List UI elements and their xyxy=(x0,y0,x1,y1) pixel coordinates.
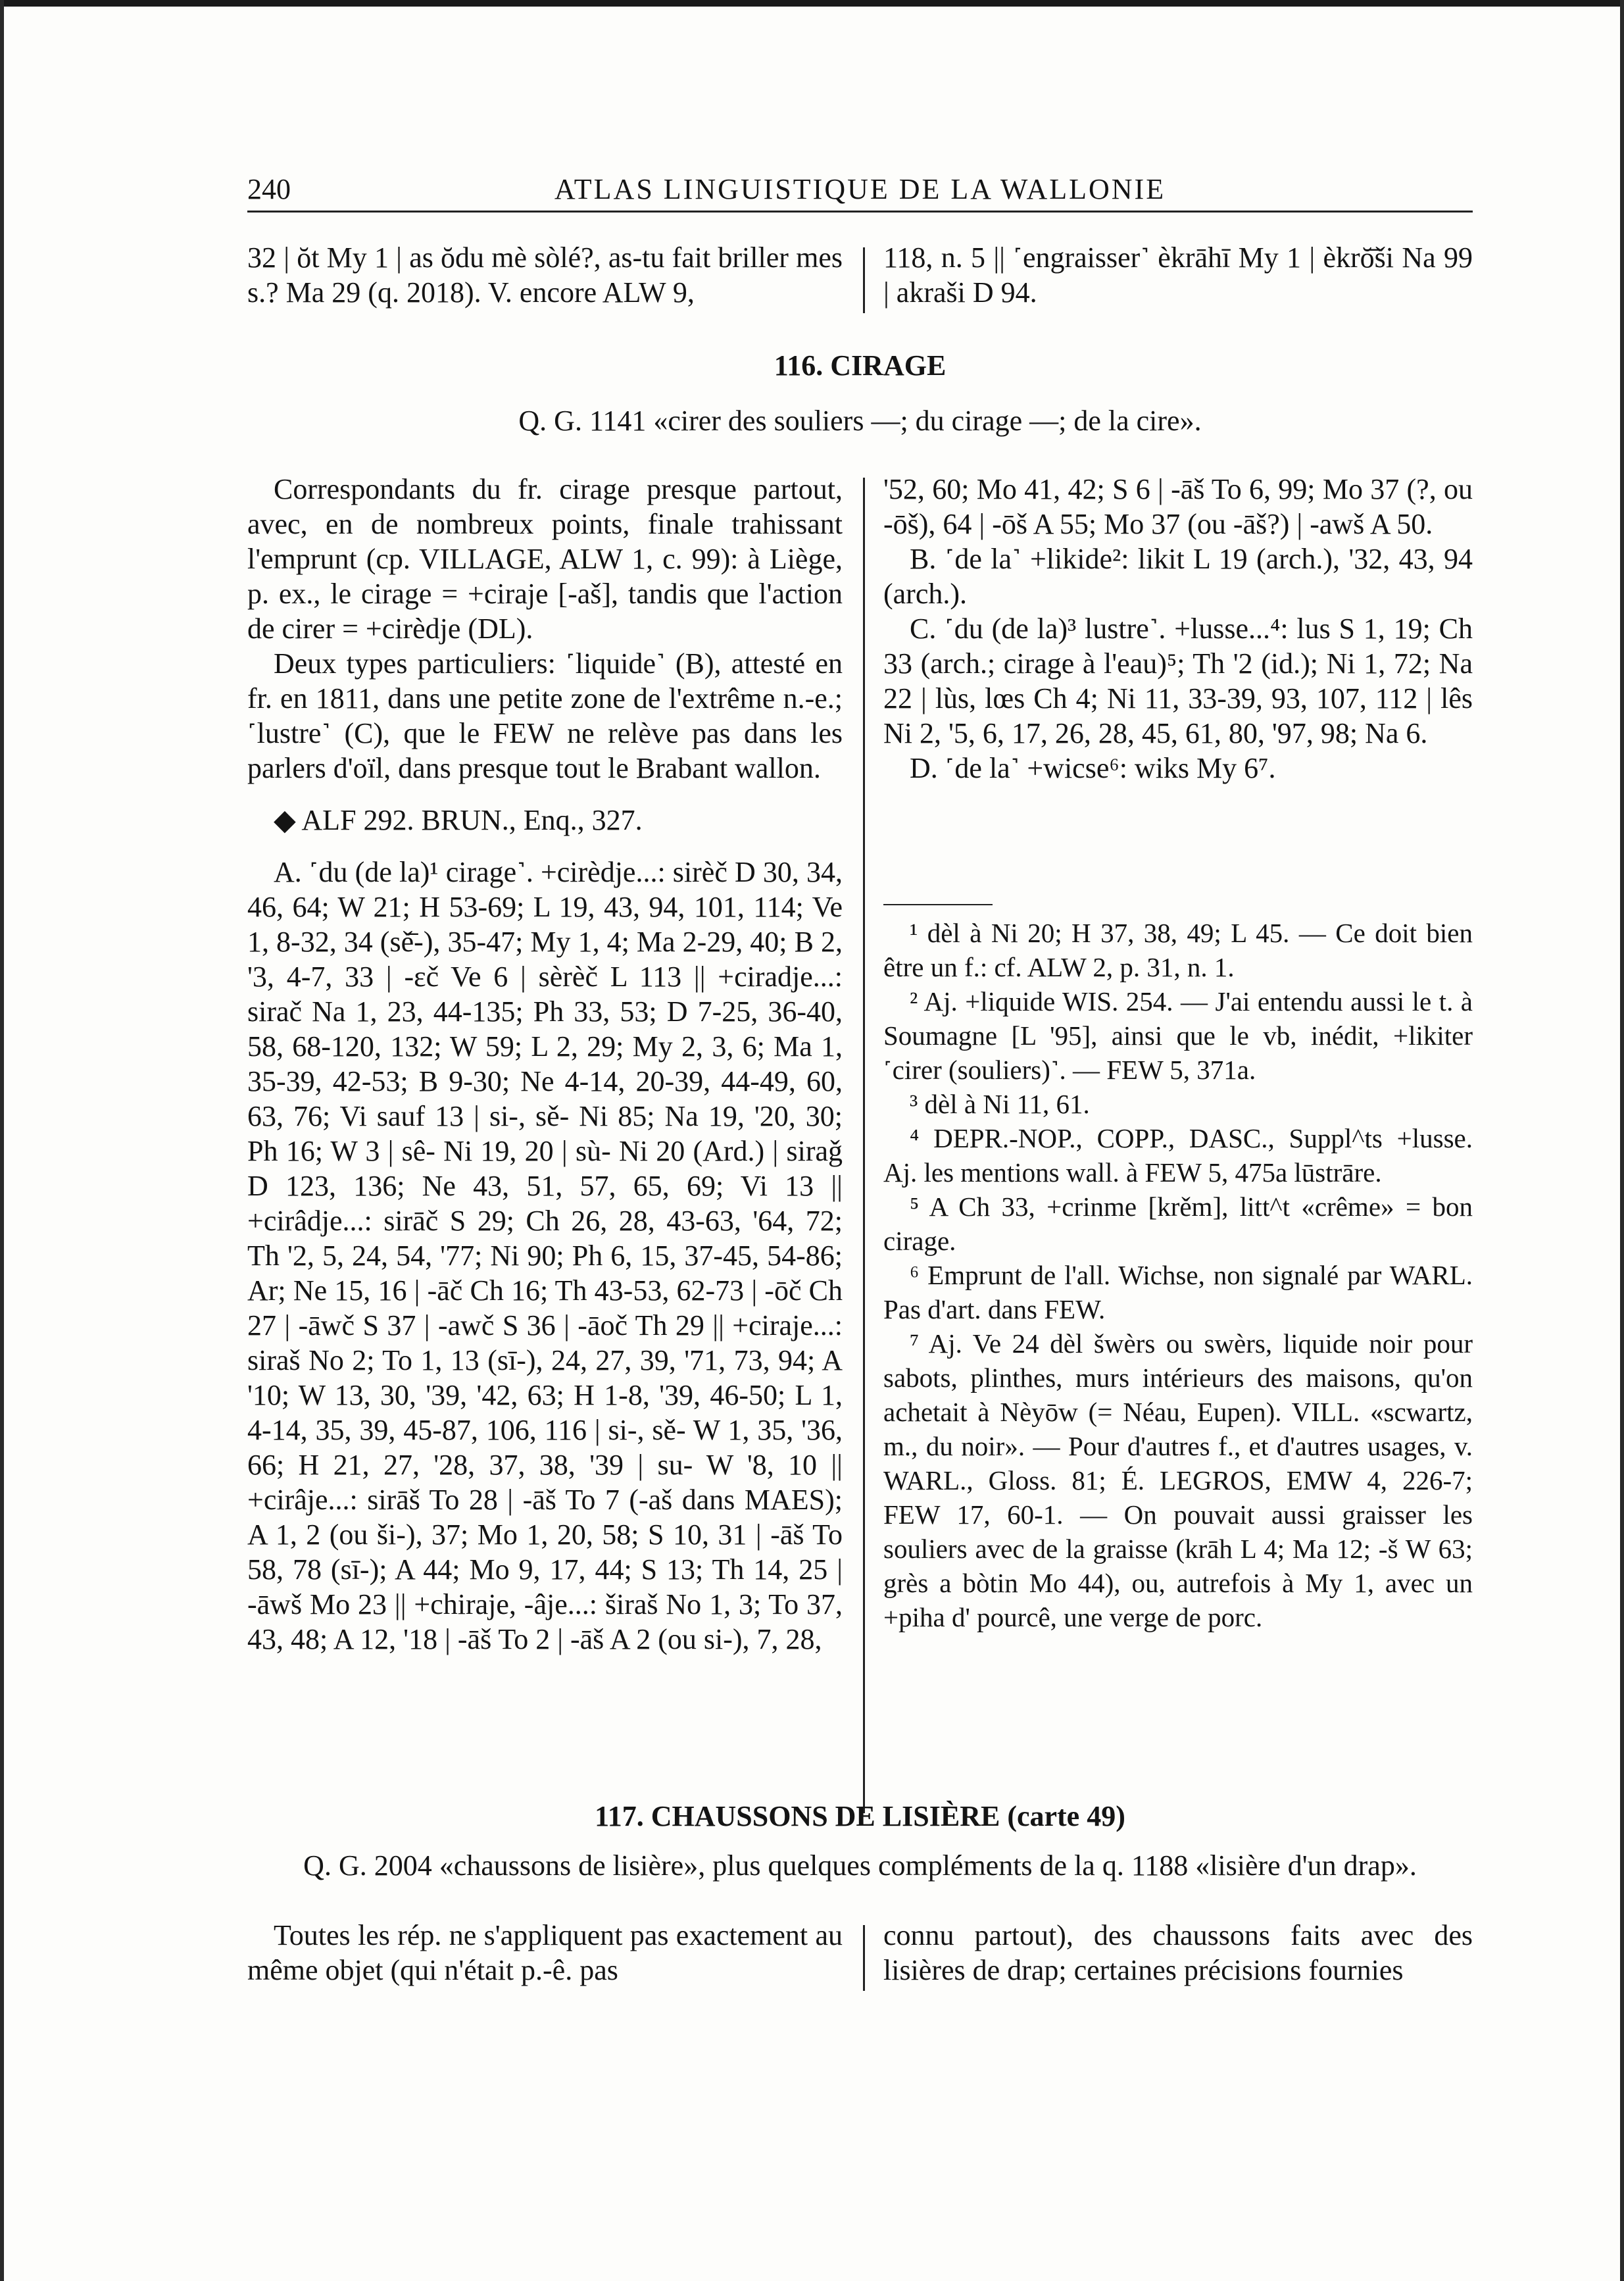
section-117-question: Q. G. 2004 «chaussons de lisière», plus quelques compléments de la q. 1188 «lisière d'un drap». xyxy=(303,1849,1417,1882)
footnote-1: ¹ dèl à Ni 20; H 37, 38, 49; L 45. — Ce doit bien être un f.: cf. ALW 2, p. 31, n. 1. xyxy=(883,918,1473,982)
column-divider xyxy=(863,478,865,1813)
section-116-question: Q. G. 1141 «cirer des souliers —; du cirage —; de la cire». xyxy=(518,405,1202,437)
paragraph-type-d: D. ˹de la˺ +wicse⁶: wiks My 6⁷. xyxy=(910,752,1276,784)
section-117-right-column xyxy=(883,1918,1473,1988)
paragraph-type-b: B. ˹de la˺ +likide²: likit L 19 (arch.), '32, 43, 94 (arch.). xyxy=(883,543,1473,610)
footnote-7: ⁷ Aj. Ve 24 dèl šwèrs ou swèrs, liquide noir pour sabots, plinthes, murs intérieurs des maisons, qu'on achetait à Nèyōw (= Néau, Eupen). VILL. «scwartz, m., du noir». — Pour d'autres f., et d'autres usages, v. WARL., Gloss. 81; É. LEGROS, EMW 4, 226-7; FEW 17, 60-1. — On pouvait aussi graisser les souliers avec de la graisse (krāh L 4; Ma 12; -š W 63; grès a bòtin Mo 44), ou, autrefois à My 1, avec un +piha d' pourcê, une verge de porc. xyxy=(883,1328,1473,1632)
section-117-left-text: Toutes les rép. ne s'appliquent pas exactement au même objet (qui n'était p.-ê. pas xyxy=(247,1919,843,1986)
footnote-2: ² Aj. +liquide WIS. 254. — J'ai entendu aussi le t. à Soumagne [L '95], ainsi que le vb, inédit, +likiter ˹cirer (souliers)˺. — FEW 5, 371a. xyxy=(883,986,1473,1085)
continuation-left xyxy=(247,240,843,310)
continuation-left-text: 32 | ŏt My 1 | as ŏdu mè sòlé?, as-tu fait briller mes s.? Ma 29 (q. 2018). V. encore ALW 9, xyxy=(247,241,843,309)
footnote-4: ⁴ DEPR.-NOP., COPP., DASC., Suppl^ts +lusse. Aj. les mentions wall. à FEW 5, 475a lūstrāre. xyxy=(883,1123,1473,1188)
section-117-heading: 117. CHAUSSONS DE LISIÈRE (carte 49) xyxy=(595,1800,1125,1832)
continuation-right-text: 118, n. 5 || ˹engraisser˺ èkrāhī My 1 | èkrŏ̄ši Na 99 | akraši D 94. xyxy=(883,241,1473,309)
paragraph-type-a: A. ˹du (de la)¹ cirage˺. +cirèdje...: sirèč D 30, 34, 46, 64; W 21; H 53-69; L 19, 43, 94, 101, 114; Ve 1, 8-32, 34 (sě̄-), 35-47; My 1, 4; Ma 2-29, 40; B 2, '3, 4-7, 33 | -ɛč Ve 6 | sèrèč L 113 || +ciradje...: sirač Na 1, 23, 44-135; Ph 33, 53; D 7-25, 36-40, 58, 68-120, 132; W 59; L 2, 29; My 2, 3, 6; Ma 1, 35-39, 42-53; B 9-30; Ne 4-14, 20-39, 44-49, 60, 63, 76; Vi sauf 13 | si-, sě- Ni 85; Na 19, '20, 30; Ph 16; W 3 | sê- Ni 19, 20 | sù- Ni 20 (Ard.) | siraǧ D 123, 136; Ne 43, 51, 57, 65, 69; Vi 13 || +cirâdje...: sirāč S 29; Ch 26, 28, 43-63, '64, 72; Th '2, 5, 24, 54, '77; Ni 90; Ph 6, 15, 37-45, 54-86; Ar; Ne 15, 16 | -āč Ch 16; Th 43-53, 62-73 | -ōč Ch 27 | -āwč S 37 | -awč S 36 | -āoč Th 29 || +ciraje...: siraš No 2; To 1, 13 (sī-), 24, 27, 39, '71, 73, 94; A '10; W 13, 30, '39, '42, 63; H 1-8, '39, 46-50; L 1, 4-14, 35, 39, 45-87, 106, 116 | si-, sě- W 1, 35, '36, 66; H 21, 27, '28, 37, 38, '39 | su- W '8, 10 || +cirâje...: sirāš To 28 | -āš To 7 (-aš dans MAES); A 1, 2 (ou ši-), 37; Mo 1, 20, 58; S 10, 31 | -āš To 58, 78 (sī-); A 44; Mo 9, 17, 44; S 13; Th 14, 25 | -āwš Mo 23 || +chiraje, -âje...: širaš No 1, 3; To 37, 43, 48; A 12, '18 | -āš To 2 | -āš A 2 (ou si-), 7, 28, xyxy=(247,856,843,1655)
scan-top-edge xyxy=(0,0,1624,7)
section-116-heading: 116. CIRAGE xyxy=(774,349,947,382)
column-divider xyxy=(863,247,865,313)
paragraph-types: Deux types particuliers: ˹liquide˺ (B), attesté en fr. en 1811, dans une petite zone de l'extrême n.-e.; ˹lustre˺ (C), que le FEW ne relève pas dans les parlers d'oïl, dans presque tout le Brabant wallon. xyxy=(247,647,843,784)
page-header xyxy=(247,172,1473,207)
paragraph-type-a-continued: '52, 60; Mo 41, 42; S 6 | -āš To 6, 99; Mo 37 (?, ou -ōš), 64 | -ōš A 55; Mo 37 (ou -āš?) | -awš A 50. xyxy=(883,473,1473,540)
continuation-right xyxy=(883,240,1473,310)
header-rule xyxy=(247,211,1473,213)
scan-left-edge xyxy=(0,0,4,2281)
running-title: ATLAS LINGUISTIQUE DE LA WALLONIE xyxy=(554,173,1166,205)
section-117-left-column xyxy=(247,1918,843,1988)
paragraph-type-c: C. ˹du (de la)³ lustre˺. +lusse...⁴: lus S 1, 19; Ch 33 (arch.; cirage à l'eau)⁵; Th '2 (id.); Ni 1, 72; Na 22 | lùs, lœs Ch 4; Ni 11, 33-39, 93, 107, 112 | lês Ni 2, '5, 6, 17, 26, 28, 45, 61, 80, '97, 98; Na 6. xyxy=(883,613,1473,749)
scan-right-edge xyxy=(1620,0,1624,2281)
paragraph-references: ◆ ALF 292. BRUN., Enq., 327. xyxy=(274,804,643,836)
section-116-left-column xyxy=(247,472,843,1657)
footnote-rule xyxy=(883,904,993,905)
footnotes xyxy=(883,916,1473,1634)
page-number: 240 xyxy=(247,173,291,205)
section-116-right-column xyxy=(883,472,1473,786)
section-117-right-text: connu partout), des chaussons faits avec des lisières de drap; certaines précisions fournies xyxy=(883,1919,1473,1986)
footnote-3: ³ dèl à Ni 11, 61. xyxy=(910,1089,1090,1119)
footnote-6: ⁶ Emprunt de l'all. Wichse, non signalé par WARL. Pas d'art. dans FEW. xyxy=(883,1260,1473,1324)
footnote-5: ⁵ A Ch 33, +crinme [krěm], litt^t «crême» = bon cirage. xyxy=(883,1191,1473,1256)
column-divider xyxy=(863,1925,865,1991)
paragraph-intro: Correspondants du fr. cirage presque partout, avec, en de nombreux points, finale trahissant l'emprunt (cp. VILLAGE, ALW 1, c. 99): à Liège, p. ex., le cirage = +ciraje [-aš], tandis que l'action de cirer = +cirèdje (DL). xyxy=(247,473,843,645)
